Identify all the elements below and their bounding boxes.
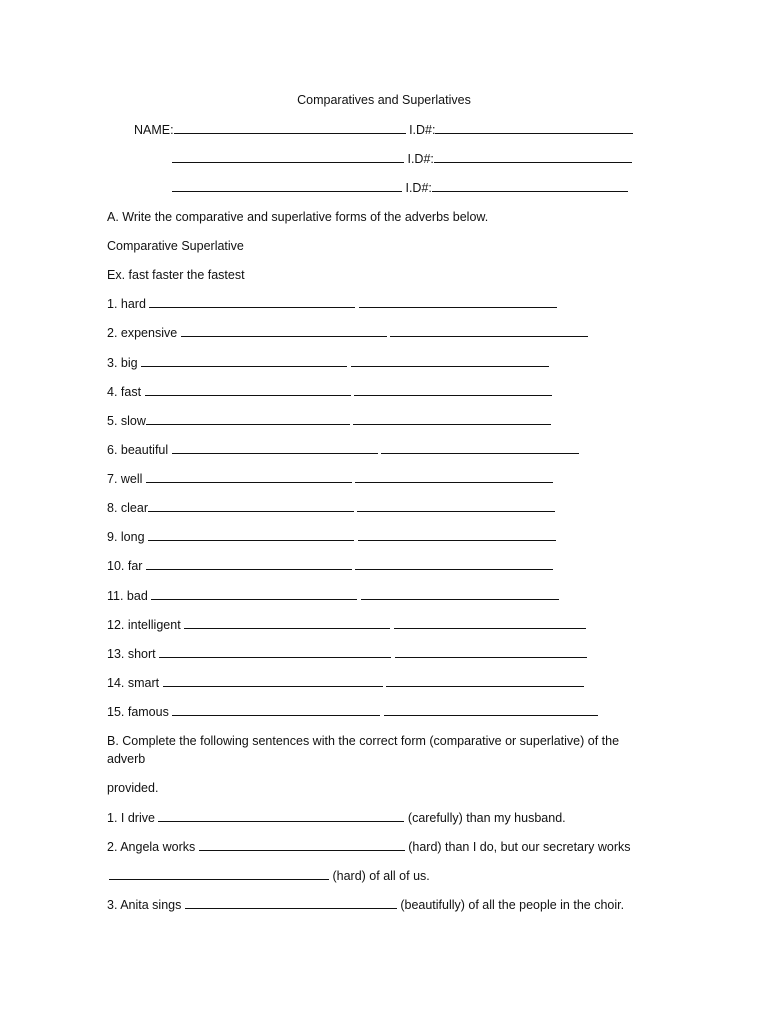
item-label: 4. fast <box>107 385 142 399</box>
superlative-blank[interactable] <box>359 296 557 308</box>
comparative-blank[interactable] <box>172 442 378 454</box>
sentence-end: (carefully) than my husband. <box>407 811 566 825</box>
item-label: 7. well <box>107 472 143 486</box>
superlative-blank[interactable] <box>351 355 549 367</box>
comparative-blank[interactable] <box>146 558 352 570</box>
comparative-blank[interactable] <box>159 646 391 658</box>
section-a-instruction: A. Write the comparative and superlative forms of the adverbs below. <box>107 210 489 224</box>
sentence-2-cont <box>109 868 430 884</box>
item-label: 10. far <box>107 559 143 573</box>
sentence-2 <box>107 839 631 855</box>
sentence-start: 1. I drive <box>107 811 155 825</box>
item-label: 6. beautiful <box>107 443 169 457</box>
name-row-3 <box>172 180 628 196</box>
answer-blank[interactable] <box>109 868 329 880</box>
superlative-blank[interactable] <box>355 558 553 570</box>
item-label: 1. hard <box>107 297 146 311</box>
comparative-blank[interactable] <box>141 355 347 367</box>
superlative-blank[interactable] <box>361 588 559 600</box>
item-label: 15. famous <box>107 705 169 719</box>
item-label: 11. bad <box>107 589 148 603</box>
section-b-instruction: B. Complete the following sentences with the correct form (comparative or superlative) of the <box>107 734 620 748</box>
superlative-blank[interactable] <box>381 442 579 454</box>
comparative-blank[interactable] <box>172 704 380 716</box>
superlative-blank[interactable] <box>357 500 555 512</box>
name-blank[interactable] <box>172 151 404 163</box>
comparative-blank[interactable] <box>148 500 354 512</box>
page-title: Comparatives and Superlatives <box>297 93 471 107</box>
answer-blank[interactable] <box>185 897 397 909</box>
item-label: 9. long <box>107 530 145 544</box>
sentence-1 <box>107 810 566 826</box>
sentence-end: (beautifully) of all the people in the choir. <box>400 898 625 912</box>
sentence-end: (hard) of all of us. <box>332 869 430 883</box>
exercise-item <box>107 675 584 691</box>
id-label: I.D#: <box>407 152 434 166</box>
id-label: I.D#: <box>409 123 436 137</box>
comparative-blank[interactable] <box>163 675 383 687</box>
exercise-item <box>107 617 586 633</box>
comparative-blank[interactable] <box>184 617 390 629</box>
comparative-blank[interactable] <box>149 296 355 308</box>
superlative-blank[interactable] <box>395 646 587 658</box>
answer-blank[interactable] <box>199 839 405 851</box>
id-blank[interactable] <box>432 180 628 192</box>
exercise-item <box>107 558 553 574</box>
exercise-item <box>107 471 553 487</box>
exercise-item <box>107 529 556 545</box>
section-b-instruction-end: provided. <box>107 781 159 795</box>
comparative-blank[interactable] <box>146 471 352 483</box>
exercise-item <box>107 588 559 604</box>
comparative-blank[interactable] <box>181 325 387 337</box>
superlative-blank[interactable] <box>390 325 588 337</box>
column-headings: Comparative Superlative <box>107 239 244 253</box>
comparative-blank[interactable] <box>145 384 351 396</box>
item-label: 2. expensive <box>107 326 178 340</box>
sentence-end: (hard) than I do, but our secretary works <box>408 840 631 854</box>
exercise-item <box>107 355 549 371</box>
superlative-blank[interactable] <box>355 471 553 483</box>
name-row <box>134 122 633 138</box>
exercise-item <box>107 413 551 429</box>
exercise-item <box>107 296 557 312</box>
superlative-blank[interactable] <box>354 384 552 396</box>
section-b-instruction-cont: adverb <box>107 752 146 766</box>
exercise-item <box>107 384 552 400</box>
superlative-blank[interactable] <box>358 529 556 541</box>
answer-blank[interactable] <box>158 810 404 822</box>
sentence-start: 2. Angela works <box>107 840 196 854</box>
comparative-blank[interactable] <box>151 588 357 600</box>
superlative-blank[interactable] <box>386 675 584 687</box>
item-label: 12. intelligent <box>107 618 181 632</box>
superlative-blank[interactable] <box>384 704 598 716</box>
comparative-blank[interactable] <box>146 413 350 425</box>
id-blank[interactable] <box>435 122 633 134</box>
id-blank[interactable] <box>434 151 632 163</box>
id-label: I.D#: <box>405 181 432 195</box>
superlative-blank[interactable] <box>353 413 551 425</box>
exercise-item <box>107 646 587 662</box>
sentence-3 <box>107 897 624 913</box>
name-blank[interactable] <box>174 122 406 134</box>
superlative-blank[interactable] <box>394 617 586 629</box>
example-line: Ex. fast faster the fastest <box>107 268 245 282</box>
item-label: 8. clear <box>107 501 148 515</box>
item-label: 14. smart <box>107 676 160 690</box>
name-label: NAME: <box>134 123 174 137</box>
item-label: 5. slow <box>107 414 146 428</box>
exercise-item <box>107 442 579 458</box>
name-blank[interactable] <box>172 180 402 192</box>
exercise-item <box>107 325 588 341</box>
sentence-start: 3. Anita sings <box>107 898 182 912</box>
item-label: 3. big <box>107 356 138 370</box>
name-row-2 <box>172 151 632 167</box>
exercise-item <box>107 704 598 720</box>
item-label: 13. short <box>107 647 156 661</box>
comparative-blank[interactable] <box>148 529 354 541</box>
exercise-item <box>107 500 555 516</box>
